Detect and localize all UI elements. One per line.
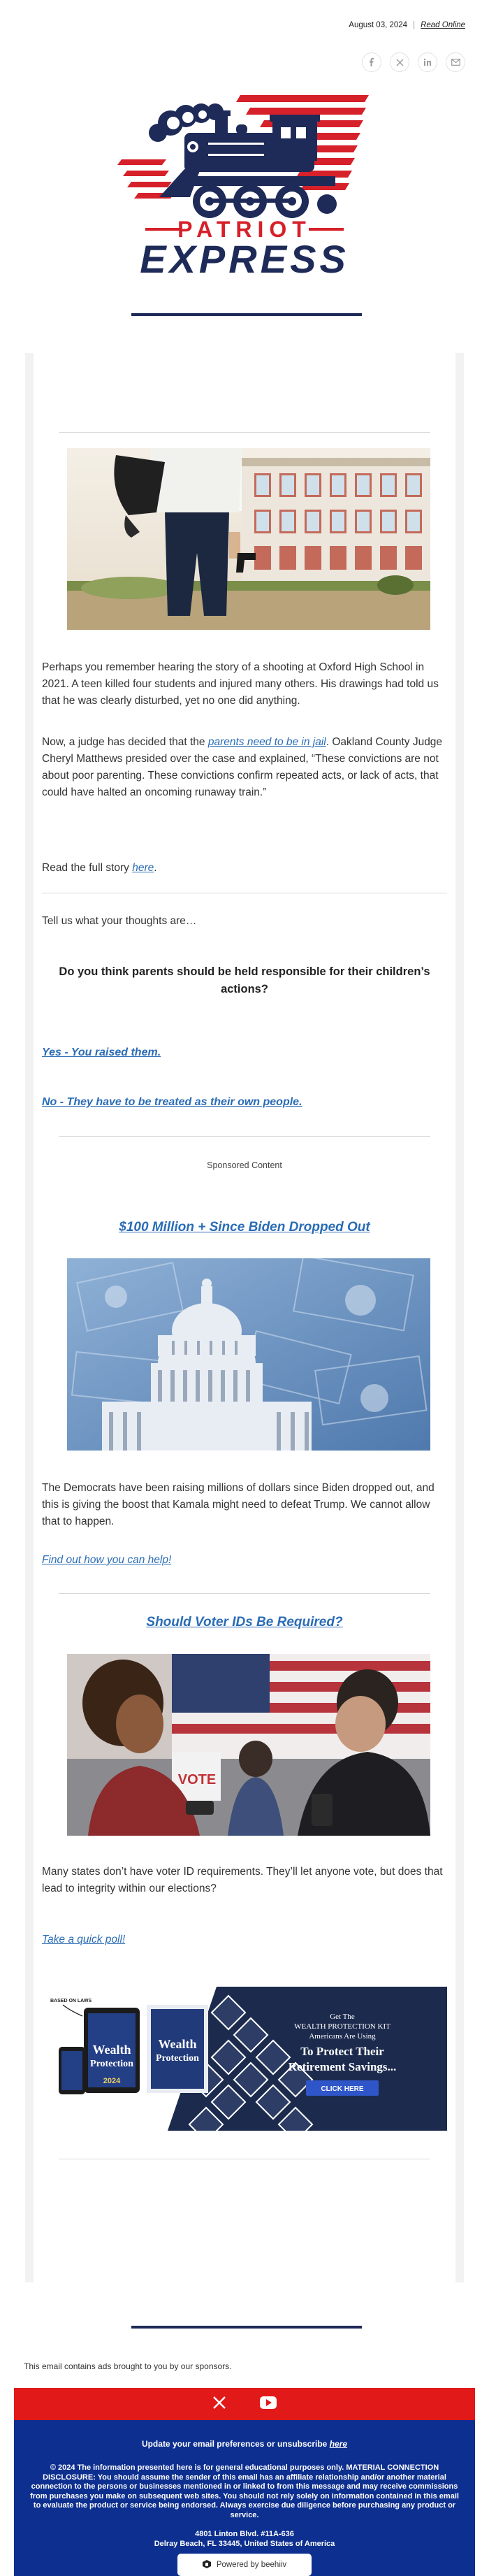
- poll-intro: Tell us what your thoughts are…: [42, 915, 197, 927]
- unsubscribe-link[interactable]: here: [329, 2439, 348, 2449]
- parents-jail-link[interactable]: parents need to be in jail: [207, 736, 326, 748]
- email-icon[interactable]: [446, 52, 465, 72]
- ad2-title-link[interactable]: Should Voter IDs Be Required?: [146, 1615, 343, 1629]
- sponsored-label: Sponsored Content: [207, 1160, 282, 1170]
- wealth-protection-banner[interactable]: [42, 1987, 447, 2131]
- logo-area: [0, 84, 489, 294]
- poll-question: Do you think parents should be held responsible for their children’s actions?: [59, 965, 430, 995]
- x-icon[interactable]: [212, 2396, 226, 2413]
- pref-text: Update your email preferences or unsubscribe: [141, 2439, 330, 2449]
- article-paragraph-1: Perhaps you remember hearing the story of a shooting at Oxford High School in 2021. A teen killed four students and injured many others. His drawings had told us that he was clearly disturbed, yet no one did anything.: [42, 661, 439, 707]
- poll-option-no[interactable]: No - They have to be treated as their own people.: [42, 1096, 302, 1108]
- x-icon[interactable]: [390, 52, 409, 72]
- article-paragraph-2: [42, 734, 447, 801]
- vote-sign-text: VOTE: [177, 1772, 217, 1787]
- ad2-cta-paragraph: [42, 1931, 447, 1948]
- patriot-express-logo[interactable]: [117, 92, 372, 278]
- logo-text-patriot: PATRIOT: [177, 217, 312, 242]
- book-title-1: Wealth: [158, 2037, 197, 2051]
- p3-text-before: Read the full story: [42, 862, 133, 874]
- linkedin-icon[interactable]: [418, 52, 437, 72]
- p3-text-after: .: [154, 862, 157, 874]
- book-year: 2024: [103, 2077, 121, 2085]
- article-image-school: [67, 448, 430, 630]
- banner-badge: BASED ON LAWS: [50, 1999, 92, 2003]
- divider: [59, 1593, 430, 1594]
- facebook-icon[interactable]: [362, 52, 381, 72]
- legal-disclosure: © 2024 The information presented here is for general educational purposes only. MATERIAL CONNECTION DISCLOSURE: You should assume the sender of this email has an affiliate relationship and/or another material connection to the persons or businesses mentioned in or linked to from this message and may receive commissions from purchases you make on subsequent web sites. You should not rely solely on information contained in this email to evaluate the product or service being endorsed. Always exercise due diligence before purchasing any product or service.: [30, 2463, 459, 2519]
- footer-legal-block: [14, 2420, 475, 2576]
- banner-line-2: WEALTH PROTECTION KIT: [294, 2022, 391, 2031]
- ad2-body: Many states don’t have voter ID requirements. They’ll let anyone vote, but does that lead to integrity within our elections?: [42, 1866, 443, 1894]
- ad1-image-capitol[interactable]: [67, 1258, 430, 1451]
- ad1-cta-paragraph: [42, 1552, 447, 1569]
- divider: [59, 1136, 430, 1137]
- address-line-1: 4801 Linton Blvd. #11A-636: [195, 2530, 294, 2538]
- banner-line-3: Americans Are Using: [309, 2032, 376, 2041]
- ad1-body: The Democrats have been raising millions of dollars since Biden dropped out, and this is giving the boost that Kamala might need to defeat Trump. We cannot allow that to happen.: [42, 1482, 435, 1527]
- beehiiv-icon: [203, 2560, 211, 2570]
- separator: |: [413, 21, 416, 29]
- footer-social-bar: [14, 2388, 475, 2420]
- mailing-address: [14, 2529, 475, 2549]
- poll-option-yes[interactable]: Yes - You raised them.: [42, 1046, 161, 1058]
- tablet-book-title-2: Protection: [90, 2059, 133, 2069]
- header-divider: [131, 313, 362, 316]
- ad1-title-link[interactable]: $100 Million + Since Biden Dropped Out: [119, 1220, 370, 1235]
- article-paragraph-3: [42, 860, 447, 877]
- powered-by-beehiiv-button[interactable]: [177, 2554, 312, 2576]
- ad1-cta-link[interactable]: Find out how you can help!: [42, 1554, 172, 1566]
- banner-line-5: Retirement Savings...: [288, 2060, 397, 2073]
- ad2-cta-link[interactable]: Take a quick poll!: [42, 1934, 126, 1945]
- logo-text-express: EXPRESS: [140, 237, 349, 278]
- address-line-2: Delray Beach, FL 33445, United States of America: [154, 2540, 335, 2548]
- social-links: [0, 41, 489, 84]
- issue-date: August 03, 2024: [349, 21, 408, 29]
- top-bar: [0, 0, 489, 41]
- p2-text-before: Now, a judge has decided that the: [42, 736, 208, 748]
- banner-line-1: Get The: [330, 2013, 355, 2021]
- sponsors-note: This email contains ads brought to you by our sponsors.: [24, 2361, 232, 2371]
- read-online-link[interactable]: Read Online: [421, 21, 465, 29]
- banner-button-label: CLICK HERE: [321, 2085, 364, 2093]
- book-title-2: Protection: [156, 2053, 199, 2064]
- p2-text-after: . Oakland County Judge Cheryl Matthews presided over the case and explained, “These convictions are not about poor parenting. These convictions confirm repeated acts, or lack of acts, that could have halted an oncoming runaway train.”: [42, 736, 443, 798]
- email-preferences: [14, 2439, 475, 2449]
- divider: [59, 432, 430, 433]
- full-story-link[interactable]: here: [132, 862, 154, 874]
- banner-line-4: To Protect Their: [300, 2045, 384, 2058]
- tablet-book-title-1: Wealth: [92, 2043, 131, 2057]
- ad2-image-voters[interactable]: [67, 1654, 430, 1836]
- footer-divider: [131, 2326, 362, 2329]
- youtube-icon[interactable]: [260, 2396, 277, 2412]
- powered-by-label: Powered by beehiiv: [216, 2561, 287, 2569]
